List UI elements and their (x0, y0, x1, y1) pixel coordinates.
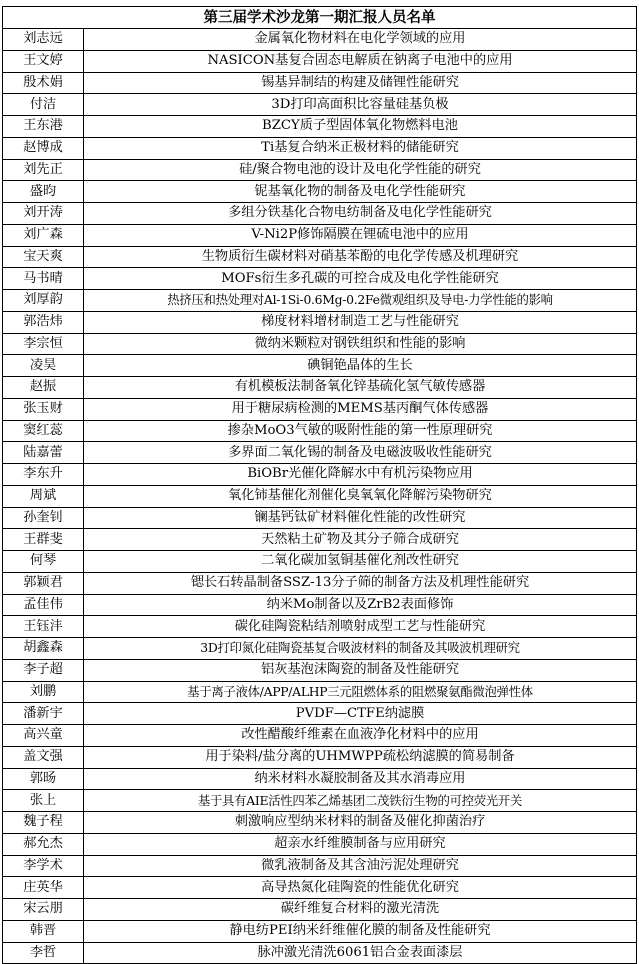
presenter-name-cell[interactable]: 孙奎钊 (3, 507, 84, 529)
presenter-name-cell[interactable]: 王钰沣 (3, 616, 84, 638)
report-topic-cell[interactable]: 刺激响应型纳米材料的制备及催化抑菌治疗 (84, 812, 637, 834)
table-row (3, 72, 637, 94)
table-row (3, 137, 637, 159)
report-topic-cell[interactable]: 碳纤维复合材料的激光清洗 (84, 899, 637, 921)
table-row (3, 116, 637, 138)
presenter-name-cell[interactable]: 李宗恒 (3, 333, 84, 355)
report-topic-cell[interactable]: 高导热氮化硅陶瓷的性能优化研究 (84, 877, 637, 899)
table-row (3, 507, 637, 529)
table-row (3, 529, 637, 551)
table-row (3, 268, 637, 290)
presenter-name-cell[interactable]: 窦红蕊 (3, 420, 84, 442)
presenter-name-cell[interactable]: 潘新宇 (3, 703, 84, 725)
table-row (3, 181, 637, 203)
report-topic-cell[interactable]: MOFs衍生多孔碳的可控合成及电化学性能研究 (84, 268, 637, 290)
presenter-name-cell[interactable]: 殷术娟 (3, 72, 84, 94)
table-row (3, 485, 637, 507)
table-row (3, 703, 637, 725)
presenter-name-cell[interactable]: 凌昊 (3, 355, 84, 377)
table-title[interactable]: 第三届学术沙龙第一期汇报人员名单 (3, 7, 637, 29)
table-row (3, 616, 637, 638)
table-row (3, 681, 637, 703)
report-topic-cell[interactable]: 脉冲激光清洗6061铝合金表面漆层 (84, 942, 637, 964)
presenter-name-cell[interactable]: 赵振 (3, 377, 84, 399)
presenter-name-cell[interactable]: 魏子程 (3, 812, 84, 834)
presenter-name-cell[interactable]: 李子超 (3, 659, 84, 681)
presenter-name-cell[interactable]: 刘广森 (3, 224, 84, 246)
table-row (3, 420, 637, 442)
presenter-name-cell[interactable]: 刘先正 (3, 159, 84, 181)
table-row (3, 725, 637, 747)
report-topic-cell[interactable]: 微乳液制备及其含油污泥处理研究 (84, 855, 637, 877)
presenter-name-cell[interactable]: 郭旸 (3, 768, 84, 790)
table-row (3, 290, 637, 312)
report-topic-cell[interactable]: NASICON基复合固态电解质在钠离子电池中的应用 (84, 50, 637, 72)
table-row (3, 790, 637, 812)
report-topic-cell[interactable]: 生物质衍生碳材料对硝基苯酚的电化学传感及机理研究 (84, 246, 637, 268)
table-row (3, 942, 637, 964)
table-row (3, 877, 637, 899)
report-topic-cell[interactable]: 纳米材料水凝胶制备及其水消毒应用 (84, 768, 637, 790)
report-topic-cell[interactable]: 超亲水纤维膜制备与应用研究 (84, 833, 637, 855)
presenter-name-cell[interactable]: 王群斐 (3, 529, 84, 551)
presenter-name-cell[interactable]: 李哲 (3, 942, 84, 964)
report-topic-cell[interactable]: PVDF—CTFE纳滤膜 (84, 703, 637, 725)
table-row (3, 812, 637, 834)
table-row (3, 833, 637, 855)
report-topic-cell[interactable]: 多界面二氧化锡的制备及电磁波吸收性能研究 (84, 442, 637, 464)
table-row (3, 638, 637, 660)
table-row (3, 50, 637, 72)
report-topic-cell[interactable]: 多组分铁基化合物电纺制备及电化学性能研究 (84, 203, 637, 225)
table-row (3, 159, 637, 181)
presenter-name-cell[interactable]: 马书晴 (3, 268, 84, 290)
table-row (3, 29, 637, 51)
report-topic-cell[interactable]: 二氧化碳加氢铜基催化剂改性研究 (84, 551, 637, 573)
presenter-name-cell[interactable]: 张上 (3, 790, 84, 812)
table-row (3, 746, 637, 768)
presenter-name-cell[interactable]: 赵博成 (3, 137, 84, 159)
presenter-name-cell[interactable]: 何琴 (3, 551, 84, 573)
table-row (3, 464, 637, 486)
table-row (3, 377, 637, 399)
presenter-name-cell[interactable]: 刘开涛 (3, 203, 84, 225)
table-row (3, 355, 637, 377)
table-row (3, 899, 637, 921)
report-topic-cell[interactable]: 3D打印氮化硅陶瓷基复合吸波材料的制备及其吸波机理研究 (84, 638, 637, 660)
report-topic-cell[interactable]: 氧化铈基催化剂催化臭氧氧化降解污染物研究 (84, 485, 637, 507)
table-row (3, 203, 637, 225)
report-topic-cell[interactable]: 铝灰基泡沫陶瓷的制备及性能研究 (84, 659, 637, 681)
report-topic-cell[interactable]: 镧基钙钛矿材料催化性能的改性研究 (84, 507, 637, 529)
table-row (3, 594, 637, 616)
report-topic-cell[interactable]: 基于离子液体/APP/ALHP三元阻燃体系的阻燃聚氨酯微泡弹性体 (84, 681, 637, 703)
report-topic-cell[interactable]: 3D打印高面积比容量硅基负极 (84, 94, 637, 116)
report-topic-cell[interactable]: 改性醋酸纤维素在血液净化材料中的应用 (84, 725, 637, 747)
report-topic-cell[interactable]: BiOBr光催化降解水中有机污染物应用 (84, 464, 637, 486)
presenter-name-cell[interactable]: 高兴童 (3, 725, 84, 747)
report-topic-cell[interactable]: V-Ni2P修饰隔膜在锂硫电池中的应用 (84, 224, 637, 246)
report-topic-cell[interactable]: BZCY质子型固体氧化物燃料电池 (84, 116, 637, 138)
title-row (3, 7, 637, 29)
roster-table (2, 6, 637, 964)
report-topic-cell[interactable]: 梯度材料增材制造工艺与性能研究 (84, 311, 637, 333)
presenter-name-cell[interactable]: 盛昀 (3, 181, 84, 203)
table-row (3, 246, 637, 268)
presenter-name-cell[interactable]: 胡鑫森 (3, 638, 84, 660)
presenter-name-cell[interactable]: 周斌 (3, 485, 84, 507)
table-row (3, 333, 637, 355)
roster-sheet (0, 6, 637, 964)
presenter-name-cell[interactable]: 王东港 (3, 116, 84, 138)
presenter-name-cell[interactable]: 盖文强 (3, 746, 84, 768)
report-topic-cell[interactable]: 碘铜铯晶体的生长 (84, 355, 637, 377)
presenter-name-cell[interactable]: 刘厚韵 (3, 290, 84, 312)
presenter-name-cell[interactable]: 付洁 (3, 94, 84, 116)
presenter-name-cell[interactable]: 刘鹏 (3, 681, 84, 703)
table-row (3, 855, 637, 877)
table-row (3, 94, 637, 116)
report-topic-cell[interactable]: 热挤压和热处理对Al-1Si-0.6Mg-0.2Fe微观组织及导电-力学性能的影响 (84, 290, 637, 312)
report-topic-cell[interactable]: 天然粘土矿物及其分子筛合成研究 (84, 529, 637, 551)
table-row (3, 572, 637, 594)
presenter-name-cell[interactable]: 韩晋 (3, 920, 84, 942)
table-row (3, 551, 637, 573)
table-row (3, 659, 637, 681)
presenter-name-cell[interactable]: 郭颖君 (3, 572, 84, 594)
presenter-name-cell[interactable]: 李学术 (3, 855, 84, 877)
table-row (3, 224, 637, 246)
presenter-name-cell[interactable]: 陆嘉蕾 (3, 442, 84, 464)
report-topic-cell[interactable]: 硅/聚合物电池的设计及电化学性能的研究 (84, 159, 637, 181)
presenter-name-cell[interactable]: 孟佳伟 (3, 594, 84, 616)
table-row (3, 920, 637, 942)
report-topic-cell[interactable]: 有机模板法制备氧化锌基硫化氢气敏传感器 (84, 377, 637, 399)
report-topic-cell[interactable]: Ti基复合纳米正极材料的储能研究 (84, 137, 637, 159)
table-row (3, 442, 637, 464)
report-topic-cell[interactable]: 静电纺PEI纳米纤维催化膜的制备及性能研究 (84, 920, 637, 942)
report-topic-cell[interactable]: 铌基氧化物的制备及电化学性能研究 (84, 181, 637, 203)
report-topic-cell[interactable]: 基于具有AIE活性四苯乙烯基团二茂铁衍生物的可控荧光开关 (84, 790, 637, 812)
report-topic-cell[interactable]: 用于糖尿病检测的MEMS基丙酮气体传感器 (84, 398, 637, 420)
table-row (3, 398, 637, 420)
report-topic-cell[interactable]: 微纳米颗粒对钢铁组织和性能的影响 (84, 333, 637, 355)
presenter-name-cell[interactable]: 庄英华 (3, 877, 84, 899)
report-topic-cell[interactable]: 锡基异制结的构建及储锂性能研究 (84, 72, 637, 94)
report-topic-cell[interactable]: 碳化硅陶瓷粘结剂喷射成型工艺与性能研究 (84, 616, 637, 638)
presenter-name-cell[interactable]: 王文婷 (3, 50, 84, 72)
presenter-name-cell[interactable]: 郝允杰 (3, 833, 84, 855)
presenter-name-cell[interactable]: 宋云朋 (3, 899, 84, 921)
presenter-name-cell[interactable]: 刘志远 (3, 29, 84, 51)
report-topic-cell[interactable]: 用于染料/盐分离的UHMWPP疏松纳滤膜的简易制备 (84, 746, 637, 768)
report-topic-cell[interactable]: 锶长石转晶制备SSZ-13分子筛的制备方法及机理性能研究 (84, 572, 637, 594)
report-topic-cell[interactable]: 掺杂MoO3气敏的吸附性能的第一性原理研究 (84, 420, 637, 442)
presenter-name-cell[interactable]: 李东升 (3, 464, 84, 486)
table-row (3, 311, 637, 333)
presenter-name-cell[interactable]: 郭浩炜 (3, 311, 84, 333)
report-topic-cell[interactable]: 纳米Mo制备以及ZrB2表面修饰 (84, 594, 637, 616)
presenter-name-cell[interactable]: 宝天爽 (3, 246, 84, 268)
table-row (3, 768, 637, 790)
presenter-name-cell[interactable]: 张玉财 (3, 398, 84, 420)
report-topic-cell[interactable]: 金属氧化物材料在电化学领域的应用 (84, 29, 637, 51)
